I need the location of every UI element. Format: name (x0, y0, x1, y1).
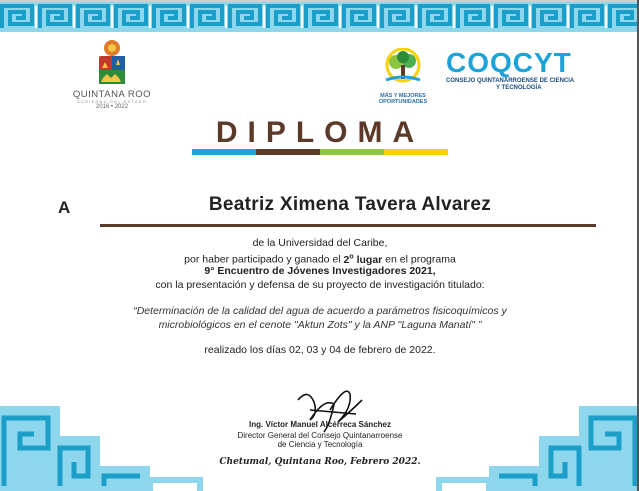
stripe-blue (192, 149, 256, 155)
state-subtitle: GOBIERNO DEL ESTADO (76, 100, 148, 104)
body-line-2-pre: por haber participado y ganado el (184, 253, 344, 266)
place-rank-sup: o (349, 253, 354, 260)
program-name: 9° Encuentro de Jóvenes Investigadores 2021, (204, 265, 436, 277)
event-dates: realizado los días 02, 03 y 04 de febrero de 2022. (204, 344, 436, 356)
project-title (100, 304, 540, 332)
recipient-prefix: A (58, 198, 71, 217)
recipient-name: Beatriz Ximena Tavera Alvarez (208, 194, 492, 215)
name-underline (100, 224, 596, 227)
body-line-1: de la Universidad del Caribe, (252, 237, 388, 249)
tree-icon (380, 48, 426, 88)
bottom-left-pattern (0, 396, 230, 491)
coqcyt-logo (446, 48, 606, 92)
place-and-date: Chetumal, Quintana Roo, Febrero 2022. (219, 457, 421, 467)
bottom-right-pattern (409, 396, 639, 491)
coqcyt-line2: Y TECNOLOGÍA (496, 85, 542, 91)
top-pattern-band (0, 2, 639, 32)
signer-name: Ing. Víctor Manuel Alcérreca Sánchez (249, 420, 391, 429)
state-name: QUINTANA ROO (72, 89, 152, 100)
state-years: 2016 • 2022 (95, 104, 129, 110)
project-title-line2: microbiológicos en el cenote "Aktun Zots" y la ANP "Laguna Manatí" ” (158, 319, 482, 331)
stripe-brown (256, 149, 320, 155)
state-shield-icon (93, 38, 131, 88)
tree-line1: MÁS Y MEJORES (380, 93, 426, 99)
stripe-green (320, 149, 384, 155)
signer-role-line1: Director General del Consejo Quintanarroense (237, 431, 403, 440)
signer-role-line2: de Ciencia y Tecnología (277, 440, 363, 449)
body-line-4: con la presentación y defensa de su proyecto de investigación titulado: (155, 279, 485, 291)
title-color-stripes (192, 149, 448, 155)
project-title-line1: “Determinación de la calidad del agua de acuerdo a parámetros fisicoquímicos y (133, 305, 507, 317)
oportunidades-logo (371, 48, 435, 105)
coqcyt-line1: CONSEJO QUINTANARROENSE DE CIENCIA (446, 78, 575, 84)
stripe-yellow (384, 149, 448, 155)
tree-line2: OPORTUNIDADES (378, 99, 428, 105)
quintana-roo-logo (62, 38, 162, 110)
body-line-2-post: en el programa (382, 253, 456, 266)
coqcyt-name: COQCYT (446, 47, 572, 78)
signer-role (200, 431, 440, 449)
place-rank-number: 2 (343, 253, 350, 266)
diploma-title: DIPLOMA (215, 116, 425, 149)
place-rank-word: lugar (353, 253, 383, 266)
